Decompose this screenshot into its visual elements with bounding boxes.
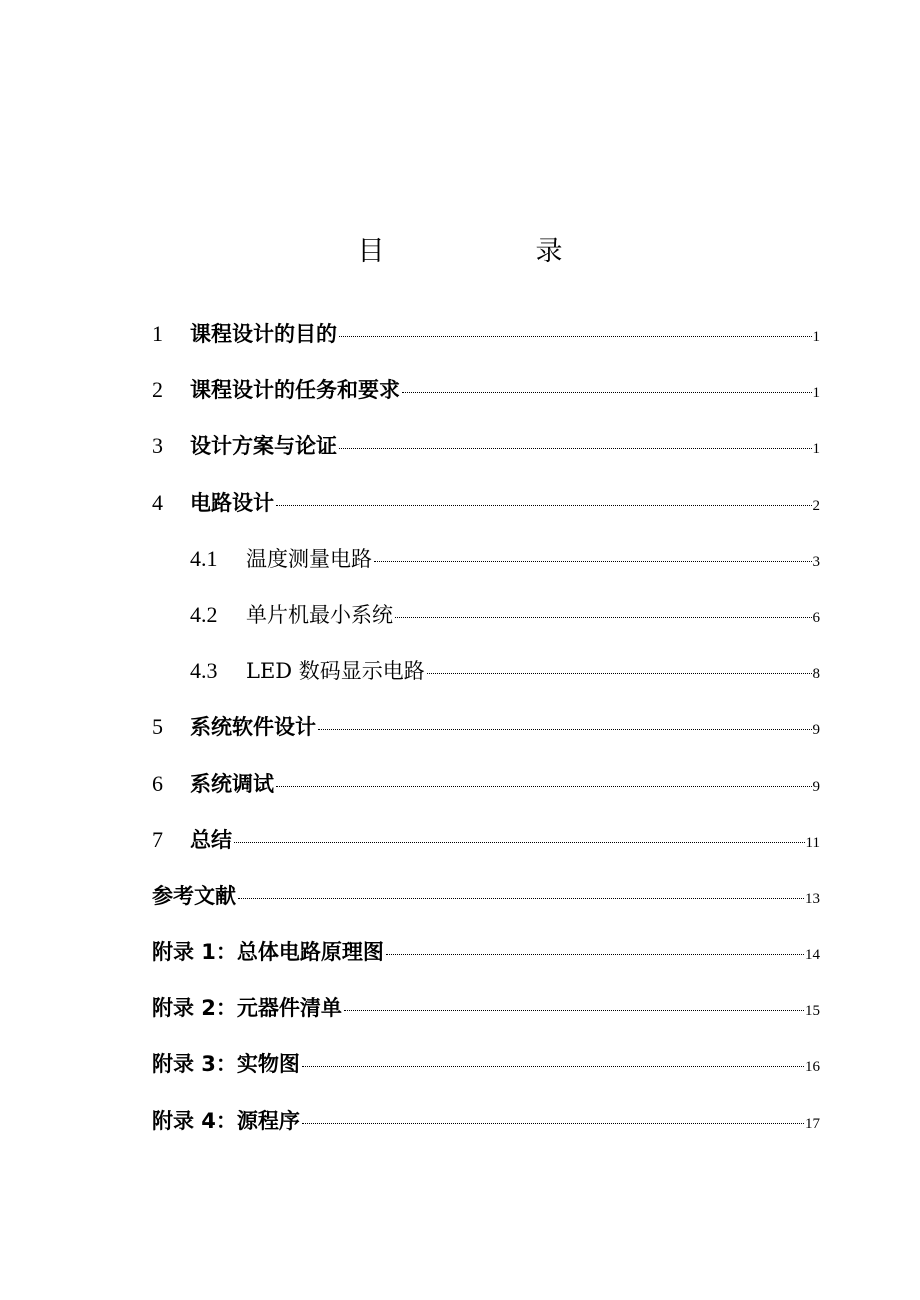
toc-entry-label: 系统调试: [190, 771, 274, 796]
toc-entry-number: 4.1: [190, 545, 218, 571]
toc-entry-appendix-4[interactable]: [152, 1105, 820, 1161]
toc-entry-4-3[interactable]: [152, 655, 820, 711]
dot-leader: [318, 729, 812, 730]
toc-entry-label: 电路设计: [190, 490, 274, 515]
toc-entry-label: 温度测量电路: [246, 546, 372, 571]
dot-leader: [374, 561, 812, 562]
toc-entry-4[interactable]: [152, 487, 820, 543]
toc-entry-page: 11: [805, 834, 820, 851]
toc-entry-label: 附录 1：总体电路原理图: [152, 940, 384, 965]
toc-entry-number: 1: [152, 321, 163, 346]
toc-entry-1[interactable]: [152, 318, 820, 374]
dot-leader: [238, 898, 804, 899]
toc-entry-appendix-3[interactable]: [152, 1048, 820, 1104]
toc-entry-label: 课程设计的目的: [190, 322, 337, 346]
toc-entry-label: 附录 2：元器件清单: [152, 996, 342, 1021]
toc-entry-label: 系统软件设计: [190, 715, 316, 740]
toc-entry-number: 6: [152, 770, 163, 796]
toc-entry-page: 3: [812, 553, 820, 570]
toc-entry-label: LED 数码显示电路: [246, 659, 425, 684]
dot-leader: [427, 673, 812, 674]
toc-entry-label: 设计方案与论证: [190, 434, 337, 459]
dot-leader: [276, 786, 812, 787]
toc-entry-page: 9: [812, 778, 820, 795]
toc-entry-5[interactable]: [152, 711, 820, 767]
toc-entry-2[interactable]: [152, 374, 820, 430]
toc-entry-page: 1: [812, 329, 820, 345]
dot-leader: [276, 505, 812, 506]
toc-entry-number: 5: [152, 714, 163, 740]
toc-entry-page: 15: [805, 1003, 820, 1020]
toc-entry-page: 17: [805, 1115, 820, 1132]
toc-entry-4-1[interactable]: [152, 543, 820, 599]
toc-entry-label: 单片机最小系统: [246, 602, 393, 627]
toc-entry-page: 2: [812, 497, 820, 514]
toc-entry-page: 6: [812, 609, 820, 626]
toc-entry-references[interactable]: [152, 880, 820, 936]
toc-entry-3[interactable]: [152, 430, 820, 486]
dot-leader: [302, 1066, 804, 1067]
toc-entry-page: 1: [812, 385, 820, 402]
toc-entry-number: 7: [152, 826, 163, 852]
toc-entry-appendix-1[interactable]: [152, 936, 820, 992]
toc-entry-number: 2: [152, 377, 163, 403]
toc-entry-4-2[interactable]: [152, 599, 820, 655]
toc-entry-label: 参考文献: [152, 883, 236, 908]
toc-entry-page: 1: [812, 441, 820, 458]
toc-entry-number: 4.3: [190, 658, 218, 684]
toc-entry-page: 14: [805, 947, 820, 964]
toc-entry-page: 9: [812, 722, 820, 739]
toc-entry-number: 4: [152, 489, 163, 515]
dot-leader: [234, 842, 805, 843]
toc-entry-page: 13: [805, 890, 820, 907]
toc-entry-7[interactable]: [152, 824, 820, 880]
toc-entry-appendix-2[interactable]: [152, 992, 820, 1048]
dot-leader: [339, 448, 812, 449]
toc-entry-6[interactable]: [152, 768, 820, 824]
dot-leader: [395, 617, 812, 618]
toc-entry-label: 附录 3：实物图: [152, 1052, 300, 1077]
toc-entry-label: 课程设计的任务和要求: [190, 378, 400, 403]
toc-entry-number: 4.2: [190, 601, 218, 627]
toc-entry-page: 16: [805, 1059, 820, 1076]
dot-leader: [339, 336, 812, 337]
dot-leader: [344, 1010, 804, 1011]
toc-entry-number: 3: [152, 433, 163, 459]
dot-leader: [386, 954, 804, 955]
table-of-contents: [152, 318, 820, 1161]
toc-entry-page: 8: [812, 666, 820, 683]
dot-leader: [402, 392, 812, 393]
dot-leader: [302, 1123, 804, 1124]
toc-entry-label: 附录 4：源程序: [152, 1108, 300, 1133]
page-title: 目 录: [357, 236, 625, 267]
toc-entry-label: 总结: [190, 827, 232, 852]
